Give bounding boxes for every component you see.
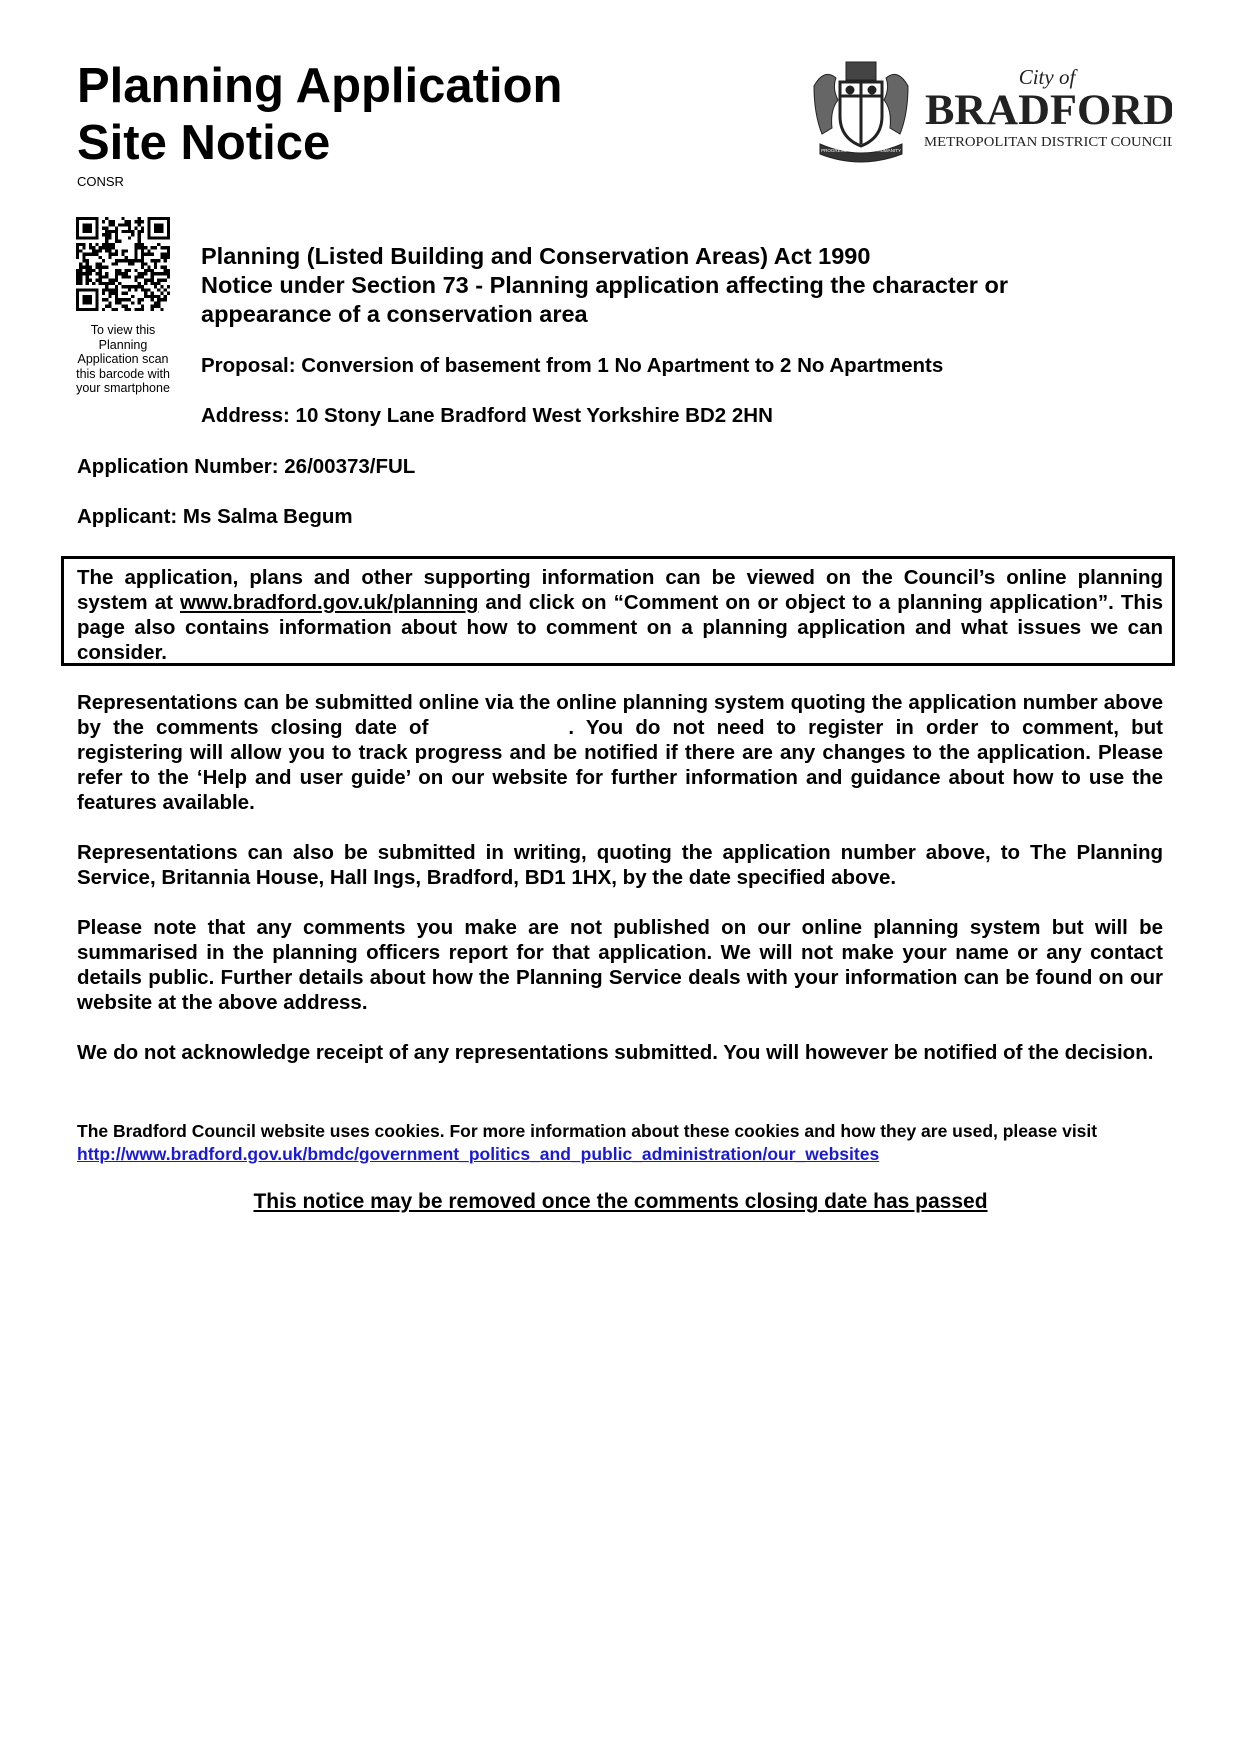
info-box-text [77, 565, 1163, 665]
cookies-notice [77, 1120, 1163, 1165]
info-text-after: and click on “Comment on or object to a planning application”. This page also contains information about how to comment on a planning application and what issues we can consider. [77, 591, 1163, 664]
info-box [61, 556, 1175, 666]
qr-caption: To view this Planning Application scan this barcode with your smartphone [76, 323, 170, 395]
cookies-text: The Bradford Council website uses cookies. For more information about these cookies and how they are used, please visit [77, 1121, 1098, 1141]
coat-of-arms-icon [802, 56, 1172, 164]
council-logo [802, 56, 1172, 164]
notice-heading [201, 242, 1101, 329]
logo-name: BRADFORD [925, 87, 1172, 134]
section-title: Notice under Section 73 - Planning application affecting the character or appearance of a conservation area [201, 272, 1008, 327]
proposal: Proposal: Conversion of basement from 1 No Apartment to 2 No Apartments [201, 354, 944, 377]
title-line-1: Planning Application [77, 59, 563, 113]
title-line-2: Site Notice [77, 116, 331, 170]
logo-motto: PROGRESS · INDUSTRY · HUMANITY [821, 148, 901, 153]
cookies-link[interactable]: http://www.bradford.gov.uk/bmdc/government_politics_and_public_administration/our_websites [77, 1143, 880, 1164]
p1-before: Representations can be submitted online via the online planning system quoting the application number above by the comments closing date of [77, 691, 1163, 739]
removal-notice: This notice may be removed once the comments closing date has passed [253, 1190, 988, 1213]
page-title [77, 58, 562, 172]
paragraph-privacy: Please note that any comments you make are not published on our online planning system but will be summarised in the planning officers report for that application. We will not make your name or any contact details public. Further details about how the Planning Service deals with your information can be found on our website at the above address. [77, 916, 1163, 1014]
act-title: Planning (Listed Building and Conservation Areas) Act 1990 [201, 243, 871, 269]
site-address: Address: 10 Stony Lane Bradford West Yorkshire BD2 2HN [201, 404, 773, 427]
logo-city-of: City of [1018, 65, 1076, 89]
info-text-before: The application, plans and other supporting information can be viewed on the Council’s online planning system at [77, 566, 1163, 614]
notice-code: CONSR [77, 174, 124, 189]
application-number: Application Number: 26/00373/FUL [77, 455, 416, 478]
planning-link[interactable]: www.bradford.gov.uk/planning [179, 591, 479, 614]
paragraph-writing: Representations can also be submitted in writing, quoting the application number above, to The Planning Service, Britannia House, Hall Ings, Bradford, BD1 1HX, by the date specified above. [77, 841, 1163, 889]
logo-subtitle: METROPOLITAN DISTRICT COUNCIL [924, 135, 1172, 150]
p1-after: . You do not need to register in order to comment, but registering will allow you to track progress and be notified if there are any changes to the application. Please refer to the ‘Help and user guide’ on our website for further information and guidance about how to use the features available. [77, 716, 1163, 814]
qr-code-icon[interactable] [76, 217, 170, 311]
applicant: Applicant: Ms Salma Begum [77, 505, 353, 528]
paragraph-acknowledge: We do not acknowledge receipt of any representations submitted. You will however be notified of the decision. [77, 1041, 1154, 1064]
paragraph-online [77, 690, 1163, 815]
